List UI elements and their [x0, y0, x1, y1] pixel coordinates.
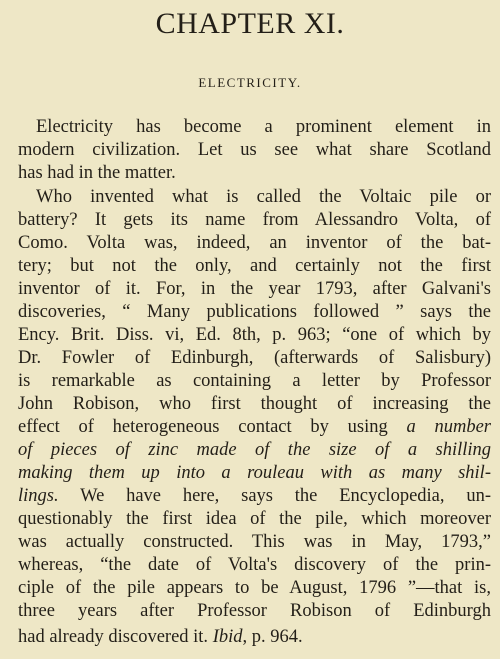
text-line: making them up into a rouleau with as many shil-	[18, 463, 491, 483]
text-line: had already discovered it. Ibid, p. 964.	[18, 627, 303, 647]
text-line: three years after Professor Robison of Edinburgh	[18, 601, 491, 621]
text-line: lings. We have here, says the Encyclopedia, un-	[18, 486, 491, 506]
text-line: is remarkable as containing a letter by Professor	[18, 371, 491, 391]
text-line: inventor of it. For, in the year 1793, after Galvani's	[18, 279, 491, 299]
text-line: Who invented what is called the Voltaic pile or	[36, 187, 491, 207]
text-line: has had in the matter.	[18, 163, 176, 183]
text-line: Electricity has become a prominent element in	[36, 117, 491, 137]
text-line: discoveries, “ Many publications followed ” says the	[18, 302, 491, 322]
text-line: ciple of the pile appears to be August, 1796 ”—that is,	[18, 578, 491, 598]
text-line: was actually constructed. This was in May, 1793,”	[18, 532, 491, 552]
text-line: Ency. Brit. Diss. vi, Ed. 8th, p. 963; “one of which by	[18, 325, 491, 345]
text-line: tery; but not the only, and certainly not the first	[18, 256, 491, 276]
text-line: Como. Volta was, indeed, an inventor of the bat-	[18, 233, 491, 253]
text-line: battery? It gets its name from Alessandro Volta, of	[18, 210, 491, 230]
text-line: effect of heterogeneous contact by using a number	[18, 417, 491, 437]
text-line: John Robison, who first thought of increasing the	[18, 394, 491, 414]
text-line: Dr. Fowler of Edinburgh, (afterwards of Salisbury)	[18, 348, 491, 368]
section-title: ELECTRICITY.	[198, 75, 302, 90]
text-line: of pieces of zinc made of the size of a shilling	[18, 440, 491, 460]
text-line: questionably the first idea of the pile, which moreover	[18, 509, 491, 529]
chapter-title: CHAPTER XI.	[155, 7, 345, 40]
text-line: modern civilization. Let us see what share Scotland	[18, 140, 491, 160]
text-line: whereas, “the date of Volta's discovery of the prin-	[18, 555, 491, 575]
